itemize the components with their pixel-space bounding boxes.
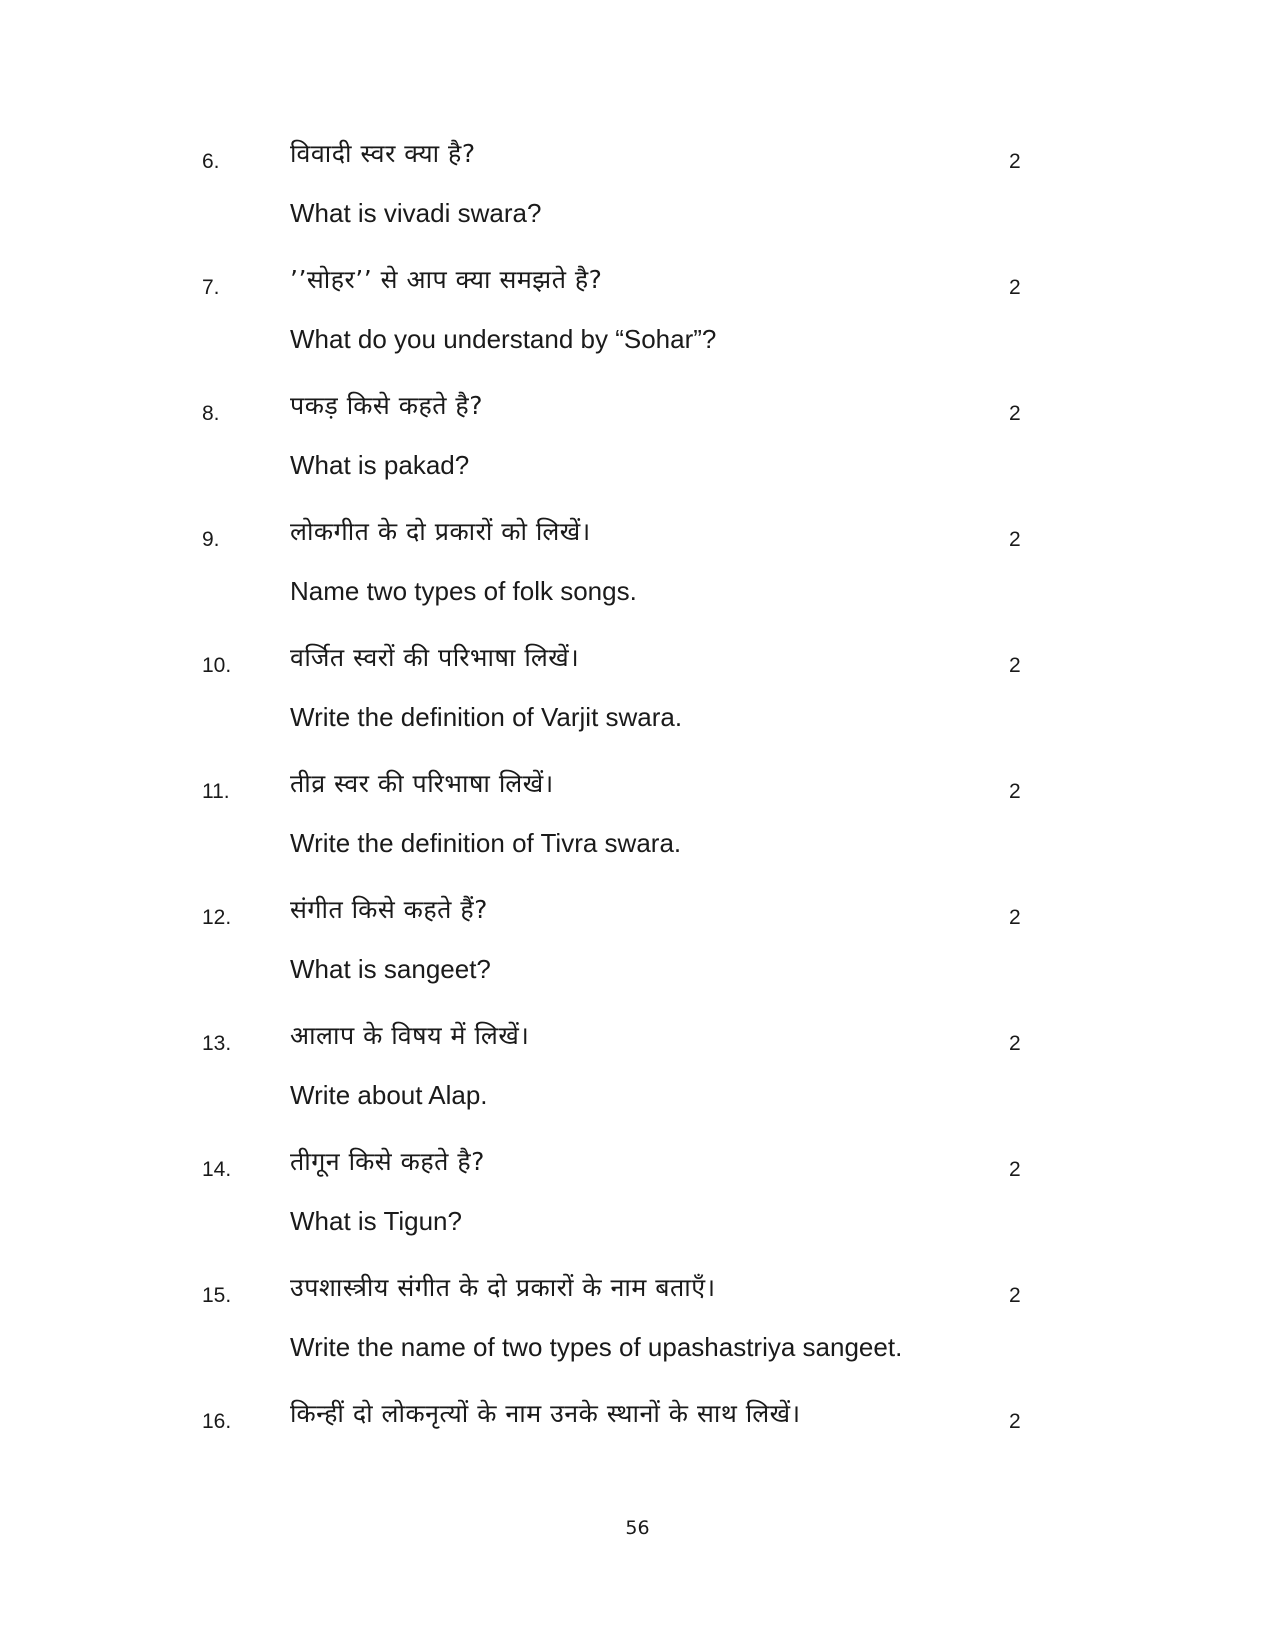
- question-marks: 2: [1009, 402, 1021, 425]
- question-text-hindi: संगीत किसे कहते हैं?: [290, 895, 488, 924]
- question-text-hindi: विवादी स्वर क्या है?: [290, 139, 476, 168]
- question-text-hindi: तीगून किसे कहते है?: [290, 1147, 485, 1176]
- question-text-hindi: पकड़ किसे कहते है?: [290, 391, 483, 420]
- question-13: [0, 1018, 1275, 1146]
- question-marks: 2: [1009, 150, 1021, 173]
- question-number: 12.: [202, 906, 232, 929]
- question-marks: 2: [1009, 654, 1021, 677]
- question-text-hindi: ’’सोहर’’ से आप क्या समझते है?: [290, 265, 603, 294]
- question-text-english: What do you understand by “Sohar”?: [290, 324, 717, 354]
- question-number: 16.: [202, 1410, 232, 1433]
- question-number: 7.: [202, 276, 220, 299]
- question-11: [0, 766, 1275, 894]
- question-text-english: What is vivadi swara?: [290, 198, 542, 228]
- question-text-english: Write the definition of Tivra swara.: [290, 828, 682, 858]
- question-number: 8.: [202, 402, 220, 425]
- question-text-english: Write the name of two types of upashastriya sangeet.: [290, 1332, 903, 1362]
- question-text-english: What is sangeet?: [290, 954, 491, 984]
- question-marks: 2: [1009, 1284, 1021, 1307]
- question-text-english: Write about Alap.: [290, 1080, 488, 1110]
- question-number: 9.: [202, 528, 220, 551]
- question-marks: 2: [1009, 780, 1021, 803]
- question-text-english: What is pakad?: [290, 450, 470, 480]
- question-7: [0, 262, 1275, 390]
- question-text-hindi: लोकगीत के दो प्रकारों को लिखें।: [290, 517, 591, 546]
- question-9: [0, 514, 1275, 642]
- question-marks: 2: [1009, 276, 1021, 299]
- question-marks: 2: [1009, 528, 1021, 551]
- question-10: [0, 640, 1275, 768]
- page-number: 56: [625, 1517, 650, 1539]
- question-text-hindi: किन्हीं दो लोकनृत्यों के नाम उनके स्थानों के साथ लिखें।: [290, 1399, 801, 1428]
- question-number: 10.: [202, 654, 232, 677]
- question-text-english: Name two types of folk songs.: [290, 576, 637, 606]
- question-16: [0, 1396, 1275, 1524]
- question-text-hindi: तीव्र स्वर की परिभाषा लिखें।: [290, 769, 554, 798]
- question-text-hindi: वर्जित स्वरों की परिभाषा लिखें।: [290, 643, 580, 672]
- question-number: 6.: [202, 150, 220, 173]
- question-14: [0, 1144, 1275, 1272]
- question-number: 13.: [202, 1032, 232, 1055]
- question-marks: 2: [1009, 1032, 1021, 1055]
- question-number: 11.: [202, 780, 230, 803]
- question-number: 14.: [202, 1158, 232, 1181]
- question-15: [0, 1270, 1275, 1398]
- question-text-english: Write the definition of Varjit swara.: [290, 702, 683, 732]
- question-6: [0, 136, 1275, 264]
- question-text-hindi: आलाप के विषय में लिखें।: [290, 1021, 530, 1050]
- question-number: 15.: [202, 1284, 232, 1307]
- question-text-hindi: उपशास्त्रीय संगीत के दो प्रकारों के नाम बताएँ।: [290, 1273, 716, 1302]
- question-marks: 2: [1009, 1410, 1021, 1433]
- question-marks: 2: [1009, 906, 1021, 929]
- question-text-english: What is Tigun?: [290, 1206, 462, 1236]
- question-12: [0, 892, 1275, 1020]
- question-marks: 2: [1009, 1158, 1021, 1181]
- question-8: [0, 388, 1275, 516]
